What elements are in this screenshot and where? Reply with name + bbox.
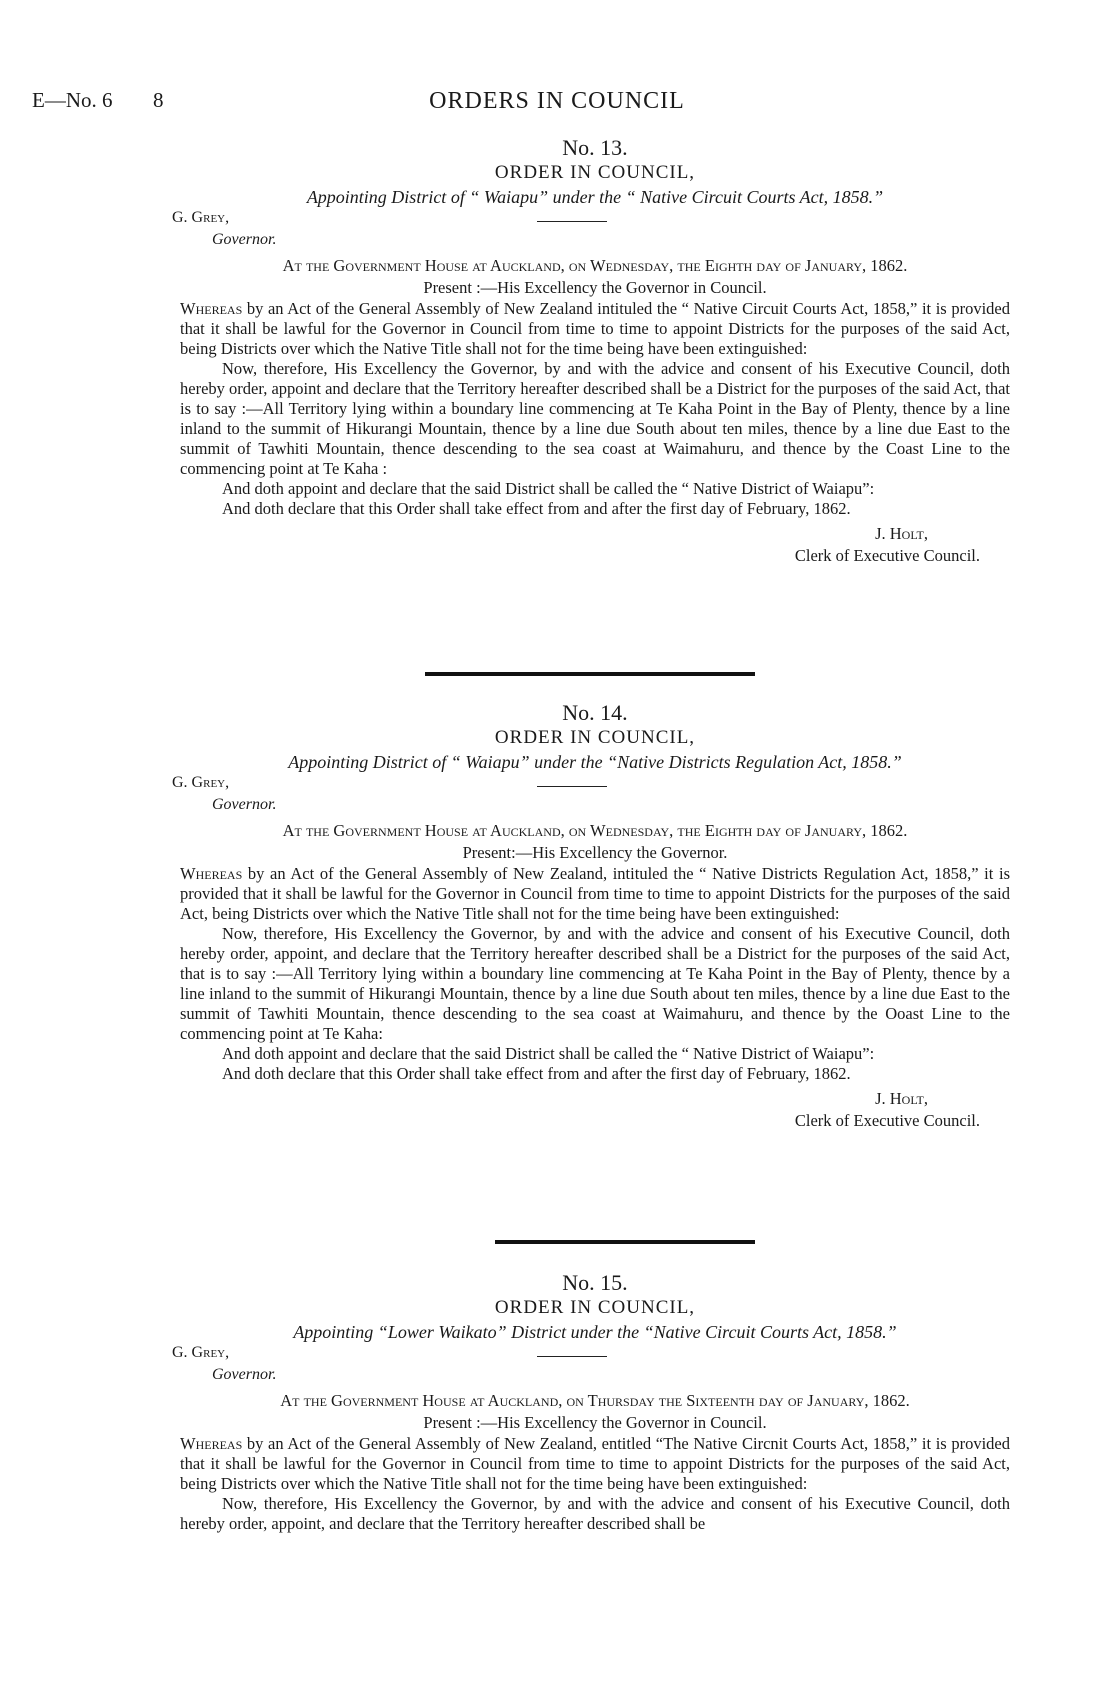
order-subtitle: Appointing “Lower Waikato” District under the “Native Circuit Courts Act, 1858.”	[293, 1322, 897, 1342]
governor-name: G. Grey,	[172, 774, 230, 791]
meeting-place-date: At the Government House at Auckland, on Thursday the Sixteenth day of January, 1862.	[280, 1391, 910, 1410]
whereas-text: by an Act of the General Assembly of New Zealand, intituled the “ Native Districts Regulation Act, 1858,” it is provided that it shall be lawful for the Governor in Council from time to time to appoint Districts for the purposes of the said Act, being Districts over which the Native Title shall not for the time being have been extinguished:	[180, 864, 1010, 923]
section-divider	[495, 1240, 755, 1244]
governor-name: G. Grey,	[172, 1344, 230, 1361]
document-reference: E—No. 6	[32, 88, 113, 112]
whereas-text: by an Act of the General Assembly of New Zealand, entitled “The Native Circnit Courts Act, 1858,” it is provided that it shall be lawful for the Governor in Council from time to time to appoint Districts for the purposes of the said Act, being Districts over which the Native Title shall not for the time being have been extinguished:	[180, 1434, 1010, 1493]
short-rule	[537, 786, 607, 787]
now-therefore-paragraph: Now, therefore, His Excellency the Governor, by and with the advice and consent of his Executive Council, doth hereby order, appoint and declare that the Territory hereafter described shall be a District for the purposes of the said Act, that is to say :—All Territory lying within a boundary line commencing at Te Kaha Point in the Bay of Plenty, thence by a line inland to the summit of Hikurangi Mountain, thence by a line due South about ten miles, thence by a line due East to the summit of Tawhiti Mountain, thence descending to the sea coast at Waimahuru, and thence by the Coast Line to the commencing point at Te Kaha :	[180, 359, 1010, 478]
now-therefore-paragraph: Now, therefore, His Excellency the Governor, by and with the advice and consent of his Executive Council, doth hereby order, appoint, and declare that the Territory hereafter described shall be	[180, 1494, 1010, 1533]
order-number: No. 13.	[562, 135, 628, 160]
governor-signature	[172, 1344, 1010, 1390]
order-13	[172, 135, 1010, 567]
page-title: ORDERS IN COUNCIL	[429, 88, 685, 114]
whereas-paragraph	[180, 1434, 1010, 1494]
meeting-place-date: At the Government House at Auckland, on Wednesday, the Eighth day of January, 1862.	[282, 821, 908, 840]
order-title: ORDER IN COUNCIL,	[494, 727, 696, 748]
order-title: ORDER IN COUNCIL,	[494, 162, 696, 183]
order-subtitle: Appointing District of “ Waiapu” under the “Native Districts Regulation Act, 1858.”	[288, 752, 902, 772]
order-body	[180, 864, 1010, 1084]
short-rule	[537, 221, 607, 222]
governor-title: Governor.	[212, 1366, 277, 1383]
short-rule	[537, 1356, 607, 1357]
governor-signature	[172, 774, 1010, 820]
clerk-title: Clerk of Executive Council.	[794, 1111, 980, 1130]
clerk-signature	[180, 1088, 1010, 1132]
now-therefore-paragraph: Now, therefore, His Excellency the Governor, by and with the advice and consent of his Executive Council, doth hereby order, appoint, and declare that the Territory hereafter described shall be a District for the purposes of the said Act, that is to say :—All Territory lying within a boundary line commencing at Te Kaha Point in the Bay of Plenty, thence by a line inland to the summit of Hikurangi Mountain, thence by a line due South about ten miles, thence by a line due East to the summit of Tawhiti Mountain, thence descending to the sea coast at Waimahuru, and thence by the Ooast Line to the commencing point at Te Kaha:	[180, 924, 1010, 1043]
clerk-signature	[180, 523, 1010, 567]
governor-name: G. Grey,	[172, 209, 230, 226]
order-number: No. 14.	[562, 700, 628, 725]
governor-title: Governor.	[212, 231, 277, 248]
page-header	[0, 88, 1114, 122]
order-body	[180, 1434, 1010, 1534]
clerk-title: Clerk of Executive Council.	[794, 546, 980, 565]
whereas-text: by an Act of the General Assembly of New Zealand intituled the “ Native Circuit Courts Act, 1858,” it is provided that it shall be lawful for the Governor in Council from time to time to appoint Districts for the purposes of the said Act, being Districts over which the Native Title shall not for the time being have been extinguished:	[180, 299, 1010, 358]
effect-paragraph: And doth declare that this Order shall take effect from and after the first day of February, 1862.	[222, 499, 851, 518]
whereas-lead: Whereas	[180, 1434, 243, 1453]
order-15	[172, 1270, 1010, 1534]
whereas-lead: Whereas	[180, 864, 243, 883]
order-body	[180, 299, 1010, 519]
whereas-lead: Whereas	[180, 299, 243, 318]
page-number: 8	[153, 88, 164, 112]
meeting-place-date: At the Government House at Auckland, on Wednesday, the Eighth day of January, 1862.	[282, 256, 908, 275]
order-14	[172, 700, 1010, 1132]
present-line: Present :—His Excellency the Governor in Council.	[423, 1413, 767, 1432]
order-number: No. 15.	[562, 1270, 628, 1295]
clerk-name: J. Holt,	[875, 524, 928, 543]
order-subtitle: Appointing District of “ Waiapu” under the “ Native Circuit Courts Act, 1858.”	[306, 187, 884, 207]
clerk-name: J. Holt,	[875, 1089, 928, 1108]
effect-paragraph: And doth declare that this Order shall take effect from and after the first day of February, 1862.	[222, 1064, 851, 1083]
governor-title: Governor.	[212, 796, 277, 813]
present-line: Present :—His Excellency the Governor in Council.	[423, 278, 767, 297]
order-title: ORDER IN COUNCIL,	[494, 1297, 696, 1318]
appoint-paragraph: And doth appoint and declare that the said District shall be called the “ Native District of Waiapu”:	[222, 479, 875, 498]
whereas-paragraph	[180, 299, 1010, 359]
section-divider	[425, 672, 755, 676]
present-line: Present:—His Excellency the Governor.	[462, 843, 728, 862]
appoint-paragraph: And doth appoint and declare that the said District shall be called the “ Native District of Waiapu”:	[222, 1044, 875, 1063]
governor-signature	[172, 209, 1010, 255]
whereas-paragraph	[180, 864, 1010, 924]
